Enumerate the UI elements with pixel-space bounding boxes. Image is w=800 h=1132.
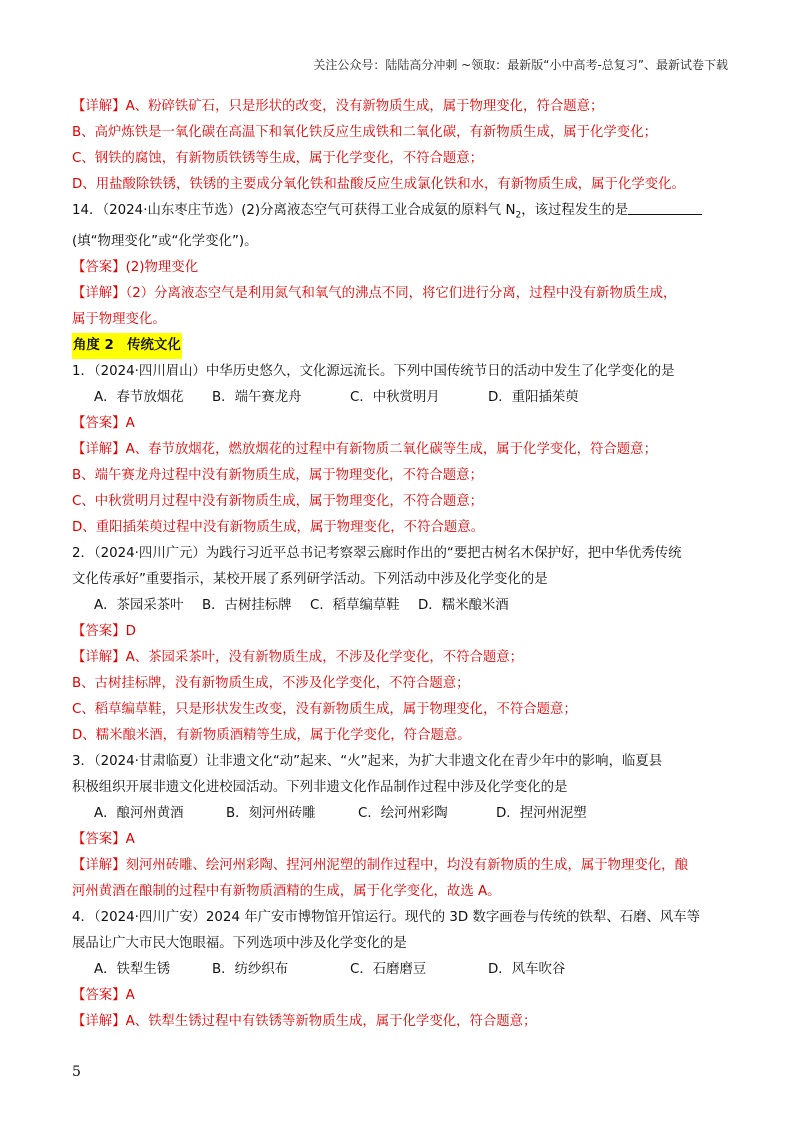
option-b: B．纺纱织布 [212,961,289,977]
question-2-stem-cont: 文化传承好”重要指示，某校开展了系列研学活动。下列活动中涉及化学变化的是 [72,571,548,587]
explain-line: 【详解】A、铁犁生锈过程中有铁锈等新物质生成，属于化学变化，符合题意； [72,1013,537,1029]
explain-line: C、稻草编草鞋，只是形状发生改变，没有新物质生成，属于物理变化，不符合题意； [72,701,577,717]
answer-line: 【答案】D [72,623,136,639]
section-heading [72,333,732,359]
question-3-stem: 3．（2024·甘肃临夏）让非遗文化“动”起来、“火”起来，为扩大非遗文化在青少年中的影响，临夏县 [72,753,663,769]
explain-line: D、糯米酿米酒，有新物质酒精等生成，属于化学变化，符合题意。 [72,727,471,743]
explain-line: 【详解】A、粉碎铁矿石，只是形状的改变，没有新物质生成，属于物理变化，符合题意； [72,99,604,114]
option-c: C．石磨磨豆 [350,961,427,977]
explain-line: 属于物理变化。 [72,311,166,327]
explain-line: B、古树挂标牌，没有新物质生成，不涉及化学变化，不符合题意； [72,675,470,691]
explain-line: 【详解】刻河州砖雕、绘河州彩陶、捏河州泥塑的制作过程中，均没有新物质的生成，属于物理变化，酿 [72,857,688,873]
section-title: 角度 2 传统文化 [72,333,182,359]
question-14-stem: 14．（2024·山东枣庄节选）(2)分离液态空气可获得工业合成氨的原料气 $N_2$，该过程发生的是 [72,198,732,229]
question-14-stem-cont: (填“物理变化”或“化学变化”)。 [72,233,258,249]
option-a: A．铁犁生锈 [94,961,171,977]
option-c: C．绘河州彩陶 [358,805,448,821]
question-4-stem: 4．（2024·四川广安）2024 年广安市博物馆开馆运行。现代的 3D 数字画卷与传统的铁犁、石磨、风车等 [72,909,701,925]
answer-line: 【答案】A [72,415,135,431]
explain-line: 【详解】A、茶园采茶叶，没有新物质生成，不涉及化学变化，不符合题意； [72,649,524,665]
option-d: D．风车吹谷 [488,961,566,977]
page-number: 5 [72,1064,81,1080]
option-d: D．捏河州泥塑 [496,805,587,821]
question-4-options [72,957,732,983]
explain-line: 河州黄酒在酿制的过程中有新物质酒精的生成，属于化学变化，故选 A。 [72,883,501,899]
page-header: 关注公众号：陆陆高分冲刺 ~领取：最新版“小中高考-总复习”、最新试卷下载 [313,58,728,72]
explain-line: D、重阳插茱萸过程中没有新物质生成，属于物理变化，不符合题意。 [72,519,485,535]
explain-line: D、用盐酸除铁锈，铁锈的主要成分氧化铁和盐酸反应生成氯化铁和水，有新物质生成，属于化学变化。 [72,177,685,192]
explain-line: C、中秋赏明月过程中没有新物质生成，属于物理变化，不符合题意； [72,493,484,509]
question-3-stem-cont: 积极组织开展非遗文化进校园活动。下列非遗文化作品制作过程中涉及化学变化的是 [72,779,568,795]
question-1-options [72,385,732,411]
option-b: B．古树挂标牌 [202,597,292,613]
option-b: B．端午赛龙舟 [212,389,302,405]
explain-line: B、高炉炼铁是一氧化碳在高温下和氧化铁反应生成铁和二氧化碳，有新物质生成，属于化学变化； [72,125,657,140]
answer-line: 【答案】A [72,987,135,1003]
explain-line: 【详解】A、春节放烟花，燃放烟花的过程中有新物质二氧化碳等生成，属于化学变化，符合题意； [72,441,657,457]
question-2-options [72,593,732,619]
answer-line: 【答案】(2)物理变化 [72,259,199,275]
option-a: A．春节放烟花 [94,389,184,405]
option-c: C．稻草编草鞋 [310,597,400,613]
option-d: D．糯米酿米酒 [418,597,509,613]
explain-line: C、钢铁的腐蚀，有新物质铁锈等生成，属于化学变化，不符合题意； [72,151,484,166]
explain-line: 【详解】（2）分离液态空气是利用氮气和氧气的沸点不同，将它们进行分离，过程中没有新物质生成， [72,285,677,301]
explain-line: B、端午赛龙舟过程中没有新物质生成，属于物理变化，不符合题意； [72,467,483,483]
option-c: C．中秋赏明月 [350,389,440,405]
question-1-stem: 1．（2024·四川眉山）中华历史悠久，文化源远流长。下列中国传统节日的活动中发生了化学变化的是 [72,363,675,379]
option-a: A．酿河州黄酒 [94,805,184,821]
question-4-stem-cont: 展品让广大市民大饱眼福。下列选项中涉及化学变化的是 [72,935,407,951]
question-2-stem: 2．（2024·四川广元）为践行习近平总书记考察翠云廊时作出的“要把古树名木保护好，把中华优秀传统 [72,545,682,561]
answer-line: 【答案】A [72,831,135,847]
answer-blank [628,200,702,215]
question-3-options [72,801,732,827]
option-b: B．刻河州砖雕 [226,805,316,821]
option-d: D．重阳插茱萸 [488,389,579,405]
option-a: A．茶园采茶叶 [94,597,184,613]
document-body [72,94,732,1035]
